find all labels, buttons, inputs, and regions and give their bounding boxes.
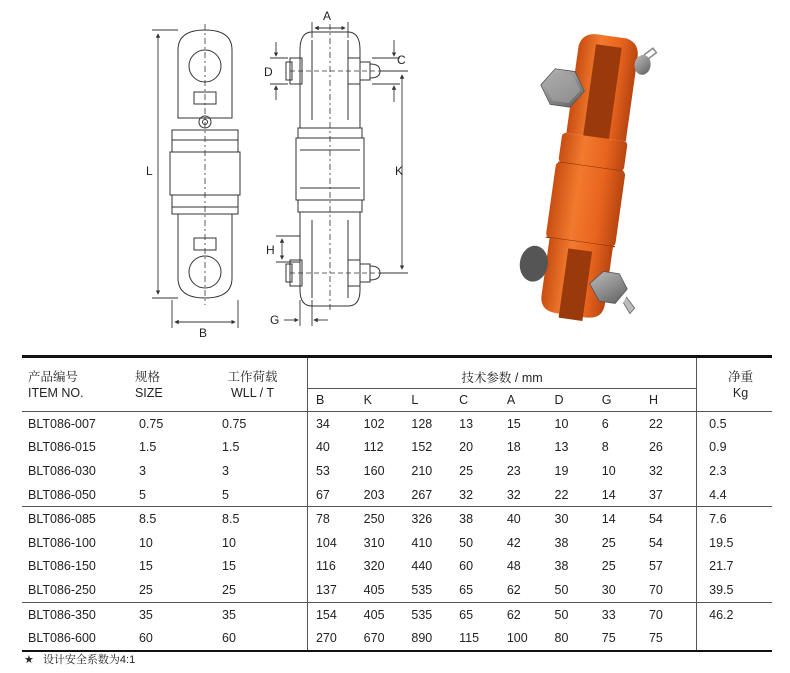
table-row — [22, 412, 772, 436]
cell-wll: 15 — [198, 555, 307, 579]
cell-dim-b: 67 — [315, 487, 330, 502]
cell-dim-k: 405 — [363, 582, 385, 597]
cell-dim-l: 128 — [411, 416, 433, 431]
cell-dim-k: 405 — [364, 602, 412, 626]
dimension-D — [270, 42, 288, 100]
cell-dim-k: 310 — [363, 535, 385, 550]
header-dim-d: D — [554, 393, 564, 407]
table-row — [22, 507, 772, 531]
header-params-title: 技术参数 / mm — [307, 357, 696, 389]
cell-dim-a: 48 — [506, 559, 521, 574]
cell-dim-l: 326 — [411, 507, 459, 531]
cell-dim-d: 13 — [554, 440, 569, 455]
cell-wll: 3 — [198, 459, 307, 483]
cell-dim-d: 50 — [555, 602, 602, 626]
cell-weight: 46.2 — [697, 602, 772, 626]
footnote — [24, 651, 135, 667]
cell-item-no: BLT086-015 — [28, 440, 96, 455]
cell-dim-g: 8 — [601, 440, 609, 455]
cell-dim-k: 160 — [363, 463, 385, 478]
cell-dim-h: 70 — [648, 582, 663, 597]
table-row — [22, 531, 772, 555]
cell-dim-a: 62 — [506, 582, 521, 597]
cell-wll: 5 — [198, 483, 307, 507]
cell-dim-d: 19 — [554, 463, 569, 478]
cell-dim-g: 25 — [601, 535, 616, 550]
cell-size: 25 — [138, 582, 153, 597]
cell-dim-k: 320 — [363, 559, 385, 574]
cell-dim-l: 210 — [411, 463, 433, 478]
dimension-label-G: G — [270, 313, 280, 327]
cell-size: 15 — [138, 559, 153, 574]
cell-dim-l: 410 — [411, 535, 433, 550]
cell-dim-l: 535 — [411, 602, 459, 626]
cell-dim-b: 116 — [315, 559, 336, 574]
cell-dim-c: 65 — [459, 582, 474, 597]
header-dim-b: B — [315, 393, 325, 407]
cell-weight: 4.4 — [697, 483, 772, 507]
header-weight: 净重 Kg — [697, 357, 772, 412]
cell-dim-d: 10 — [554, 416, 569, 431]
cell-dim-k: 102 — [363, 416, 385, 431]
cell-dim-c: 115 — [459, 626, 507, 651]
dimension-label-L: L — [146, 164, 153, 178]
cell-dim-b: 53 — [315, 463, 330, 478]
cell-dim-a: 40 — [507, 507, 555, 531]
cell-dim-g: 25 — [601, 559, 616, 574]
cell-size: 8.5 — [135, 507, 198, 531]
cell-dim-a: 42 — [506, 535, 521, 550]
table-row — [22, 555, 772, 579]
cell-dim-h: 22 — [648, 416, 663, 431]
header-dim-a: A — [506, 393, 516, 407]
cell-dim-b: 154 — [307, 602, 363, 626]
cell-weight: 21.7 — [697, 555, 772, 579]
header-item: 产品编号 ITEM NO. — [28, 369, 84, 400]
cell-dim-d: 30 — [555, 507, 602, 531]
cell-item-no: BLT086-085 — [22, 507, 135, 531]
header-dim-c: C — [459, 393, 469, 407]
cell-dim-b: 104 — [315, 535, 337, 550]
cell-dim-l: 535 — [411, 582, 433, 597]
dimension-label-C: C — [397, 53, 406, 67]
cell-dim-a: 18 — [506, 440, 521, 455]
cell-weight — [697, 626, 772, 651]
cell-dim-a: 62 — [507, 602, 555, 626]
cell-dim-k: 203 — [363, 487, 385, 502]
header-wll: 工作荷载 WLL / T — [198, 357, 307, 412]
cell-dim-h: 37 — [648, 487, 663, 502]
dimension-L — [152, 30, 178, 298]
header-dim-h: H — [648, 393, 658, 407]
cell-wll: 25 — [198, 578, 307, 602]
cell-dim-h: 32 — [648, 463, 663, 478]
spec-table-header — [22, 357, 772, 412]
cell-dim-d: 80 — [555, 626, 602, 651]
cell-dim-g: 30 — [601, 582, 616, 597]
cell-size: 5 — [138, 487, 146, 502]
side-view-drawing — [286, 24, 380, 312]
cell-size: 60 — [135, 626, 198, 651]
dimension-label-D: D — [264, 65, 273, 79]
cell-dim-b: 40 — [315, 440, 330, 455]
cell-dim-h: 54 — [648, 535, 663, 550]
cell-weight: 0.9 — [697, 436, 772, 460]
cell-dim-c: 38 — [459, 507, 507, 531]
star-icon: ★ — [24, 654, 34, 666]
cell-size: 3 — [138, 463, 146, 478]
cell-item-no: BLT086-007 — [28, 416, 96, 431]
cell-dim-d: 22 — [554, 487, 569, 502]
cell-weight: 2.3 — [697, 459, 772, 483]
cell-dim-h: 75 — [649, 626, 697, 651]
table-row — [22, 602, 772, 626]
cell-dim-g: 33 — [602, 602, 649, 626]
spec-table — [22, 355, 772, 652]
front-view-drawing — [170, 24, 240, 305]
cell-dim-h: 26 — [648, 440, 663, 455]
cell-dim-g: 14 — [602, 507, 649, 531]
cell-dim-b: 270 — [307, 626, 363, 651]
cell-wll: 0.75 — [198, 412, 307, 436]
cell-size: 1.5 — [138, 440, 157, 455]
swivel-product-image — [509, 27, 672, 327]
table-row — [22, 578, 772, 602]
cell-dim-h: 70 — [649, 602, 697, 626]
cell-dim-h: 57 — [648, 559, 663, 574]
cell-dim-l: 267 — [411, 487, 433, 502]
cell-weight: 39.5 — [697, 578, 772, 602]
cell-dim-k: 112 — [363, 440, 384, 455]
cell-item-no: BLT086-100 — [28, 535, 96, 550]
table-row — [22, 626, 772, 651]
cell-item-no: BLT086-250 — [28, 582, 96, 597]
dimension-H — [276, 236, 300, 262]
cell-dim-k: 250 — [364, 507, 412, 531]
cell-size: 35 — [135, 602, 198, 626]
cell-wll: 35 — [198, 602, 307, 626]
cell-dim-a: 23 — [506, 463, 521, 478]
dimension-label-A: A — [323, 9, 332, 23]
cell-dim-k: 670 — [364, 626, 412, 651]
cell-dim-d: 50 — [554, 582, 569, 597]
cell-weight: 7.6 — [697, 507, 772, 531]
cell-dim-c: 25 — [459, 463, 474, 478]
cell-item-no: BLT086-030 — [28, 463, 96, 478]
table-row — [22, 459, 772, 483]
cell-size: 10 — [138, 535, 153, 550]
cell-dim-a: 100 — [507, 626, 555, 651]
cell-wll: 1.5 — [198, 436, 307, 460]
cell-dim-b: 34 — [315, 416, 330, 431]
dimension-label-K: K — [395, 164, 404, 178]
spec-table-body — [22, 412, 772, 651]
table-row — [22, 436, 772, 460]
cell-dim-a: 32 — [506, 487, 521, 502]
cell-dim-h: 54 — [649, 507, 697, 531]
cell-dim-c: 60 — [459, 559, 474, 574]
cell-dim-g: 14 — [601, 487, 616, 502]
cell-dim-c: 13 — [459, 416, 474, 431]
cell-dim-a: 15 — [506, 416, 521, 431]
cell-dim-l: 152 — [411, 440, 433, 455]
cell-item-no: BLT086-050 — [28, 487, 96, 502]
cell-item-no: BLT086-600 — [22, 626, 135, 651]
footnote-text: 设计安全系数为4:1 — [42, 654, 136, 666]
cell-size: 0.75 — [138, 416, 164, 431]
cell-dim-d: 38 — [554, 535, 569, 550]
cell-dim-c: 32 — [459, 487, 474, 502]
cell-dim-c: 20 — [459, 440, 474, 455]
header-dim-k: K — [363, 393, 373, 407]
cell-dim-g: 6 — [601, 416, 609, 431]
cell-dim-b: 137 — [315, 582, 337, 597]
cell-dim-c: 65 — [459, 602, 507, 626]
cell-wll: 8.5 — [198, 507, 307, 531]
header-size: 规格 SIZE — [134, 369, 163, 400]
cell-weight: 19.5 — [697, 531, 772, 555]
cell-dim-b: 78 — [307, 507, 363, 531]
table-row — [22, 483, 772, 507]
cell-item-no: BLT086-150 — [28, 559, 96, 574]
dimension-label-B: B — [199, 326, 208, 340]
cell-dim-c: 50 — [459, 535, 474, 550]
dimension-label-H: H — [266, 243, 275, 257]
cell-weight: 0.5 — [697, 412, 772, 436]
cell-dim-d: 38 — [554, 559, 569, 574]
cell-dim-g: 10 — [601, 463, 616, 478]
cell-dim-l: 890 — [411, 626, 459, 651]
cell-dim-g: 75 — [602, 626, 649, 651]
header-dim-g: G — [601, 393, 612, 407]
cell-dim-l: 440 — [411, 559, 433, 574]
cell-wll: 60 — [198, 626, 307, 651]
dimension-G — [284, 300, 328, 326]
cell-item-no: BLT086-350 — [22, 602, 135, 626]
header-dim-l: L — [411, 393, 419, 407]
cell-wll: 10 — [198, 531, 307, 555]
